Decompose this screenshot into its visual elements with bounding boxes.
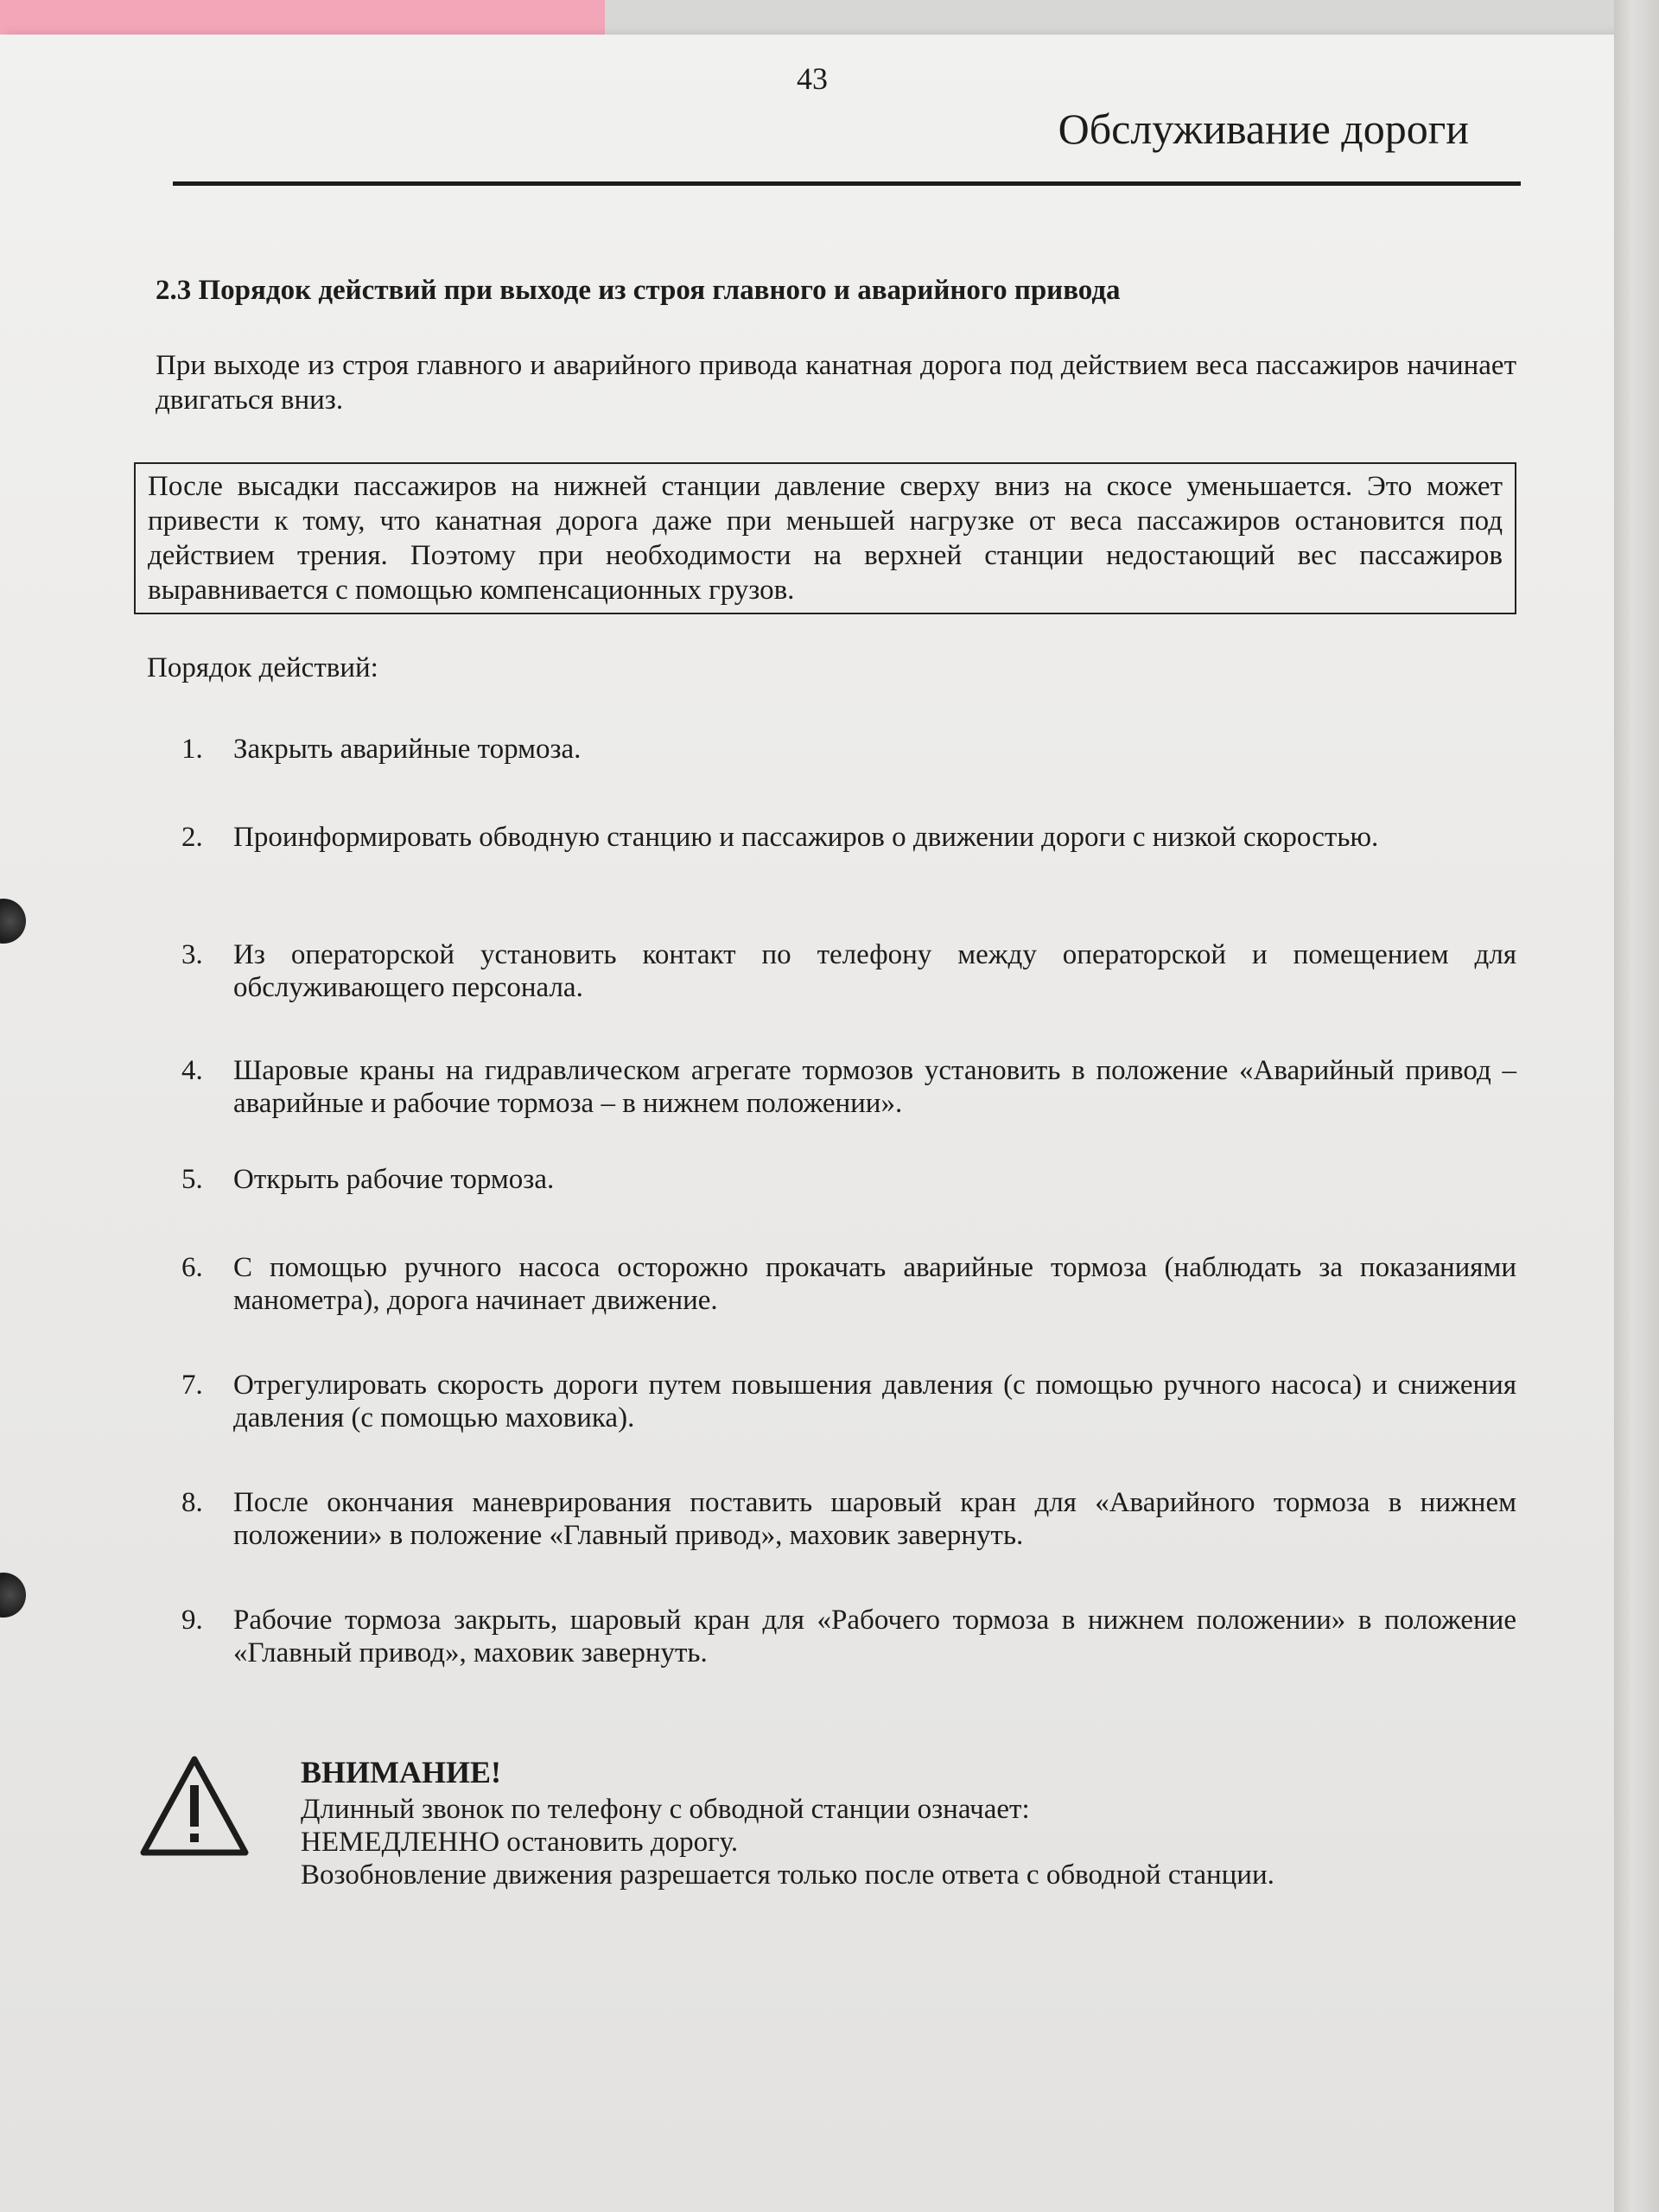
- list-item: [181, 1163, 1516, 1196]
- step-number: 2.: [181, 822, 203, 853]
- warning-line: Возобновление движения разрешается только после ответа с обводной станции.: [301, 1859, 1274, 1891]
- step-text: Закрыть аварийные тормоза.: [233, 734, 582, 765]
- step-text: Рабочие тормоза закрыть, шаровый кран для «Рабочего тормоза в нижнем положении» в положение «Главный привод», маховик завернуть.: [233, 1605, 1516, 1669]
- header-rule: [173, 181, 1521, 186]
- page-stack-edge: [1614, 0, 1659, 2212]
- step-text: Проинформировать обводную станцию и пассажиров о движении дороги с низкой скоростью.: [233, 822, 1379, 853]
- list-item: [181, 821, 1516, 854]
- boxed-note: После высадки пассажиров на нижней станции давление сверху вниз на скосе уменьшается. Это может привести к тому, что канатная дорога даже при меньшей нагрузке от веса пассажиров остановится под действием трения. Поэтому при необходимости на верхней станции недостающий вес пассажиров выравнивается с помощью компенсационных грузов.: [134, 462, 1516, 614]
- step-number: 5.: [181, 1164, 203, 1195]
- warning-triangle-icon: [138, 1754, 251, 1858]
- list-item: [181, 1486, 1516, 1552]
- step-text: Открыть рабочие тормоза.: [233, 1164, 555, 1195]
- binder-hole-icon: [0, 899, 26, 944]
- intro-paragraph: При выходе из строя главного и аварийного привода канатная дорога под действием веса пассажиров начинает двигаться вниз.: [156, 350, 1516, 416]
- step-number: 1.: [181, 734, 203, 765]
- list-item: [181, 938, 1516, 1004]
- section-heading: 2.3 Порядок действий при выходе из строя главного и аварийного привода: [156, 275, 1121, 306]
- step-number: 6.: [181, 1252, 203, 1283]
- step-number: 8.: [181, 1487, 203, 1518]
- step-number: 7.: [181, 1370, 203, 1401]
- list-item: [181, 1054, 1516, 1120]
- binder-hole-icon: [0, 1573, 26, 1618]
- warning-title: ВНИМАНИЕ!: [301, 1755, 501, 1789]
- step-text: Шаровые краны на гидравлическом агрегате тормозов установить в положение «Аварийный привод – аварийные и рабочие тормоза – в нижнем положении».: [233, 1055, 1516, 1119]
- step-text: Из операторской установить контакт по телефону между операторской и помещением для обслуживающего персонала.: [233, 939, 1516, 1003]
- step-text: После окончания маневрирования поставить шаровый кран для «Аварийного тормоза в нижнем положении» в положение «Главный привод», маховик завернуть.: [233, 1487, 1516, 1551]
- step-number: 3.: [181, 939, 203, 970]
- list-item: [181, 733, 1516, 766]
- page-number: 43: [797, 61, 828, 96]
- step-text: С помощью ручного насоса осторожно прокачать аварийные тормоза (наблюдать за показаниями манометра), дорога начинает движение.: [233, 1252, 1516, 1316]
- list-item: [181, 1251, 1516, 1317]
- warning-text: [301, 1793, 1493, 1891]
- warning-line: Длинный звонок по телефону с обводной станции означает:: [301, 1794, 1030, 1825]
- step-text: Отрегулировать скорость дороги путем повышения давления (с помощью ручного насоса) и снижения давления (с помощью маховика).: [233, 1370, 1516, 1433]
- warning-block: [138, 1754, 1486, 1961]
- list-item: [181, 1604, 1516, 1669]
- warning-line: НЕМЕДЛЕННО остановить дорогу.: [301, 1827, 739, 1858]
- list-item: [181, 1369, 1516, 1434]
- running-title: Обслуживание дороги: [1058, 105, 1469, 153]
- order-heading: Порядок действий:: [147, 652, 378, 683]
- step-number: 4.: [181, 1055, 203, 1086]
- step-number: 9.: [181, 1605, 203, 1636]
